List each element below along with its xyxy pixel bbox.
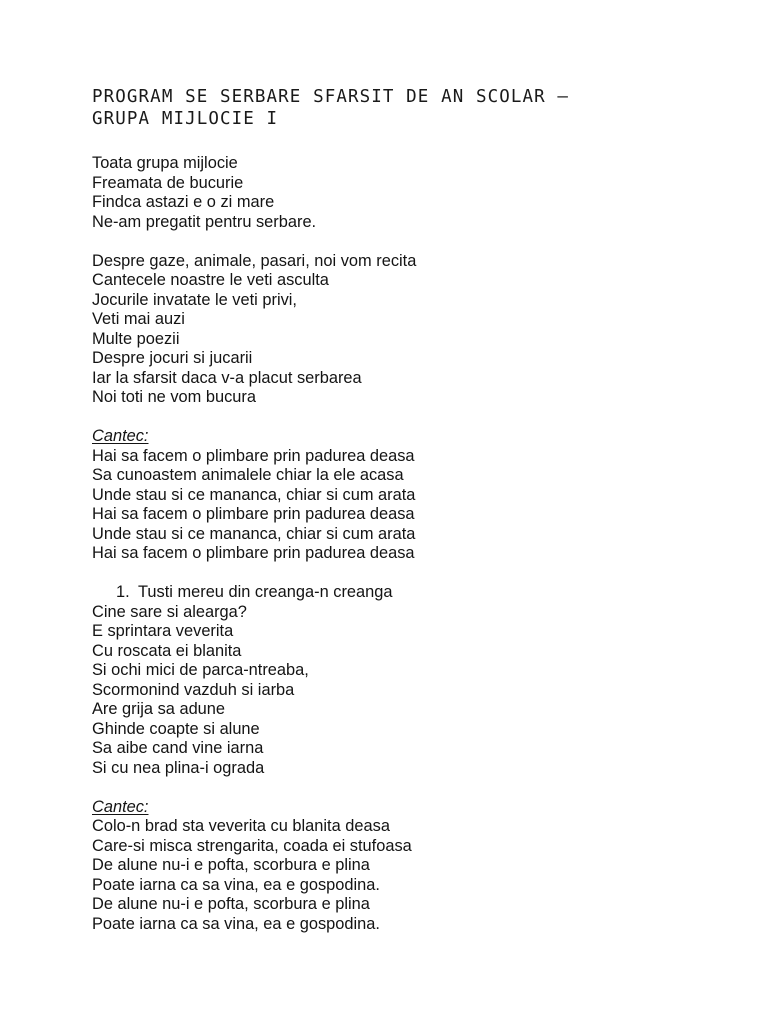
song-2-line: Poate iarna ca sa vina, ea e gospodina. (92, 914, 380, 933)
song-1-label: Cantec: (92, 427, 149, 445)
poem-1-first-line: Tusti mereu din creanga-n creanga (138, 583, 393, 601)
intro-line: Freamata de bucurie (92, 173, 244, 192)
song-1-line: Hai sa facem o plimbare prin padurea deasa (92, 505, 415, 523)
poem-1-line: Are grija sa adune (92, 700, 226, 718)
song-2-label: Cantec: (92, 797, 149, 816)
poem-1-number: 1. (116, 583, 130, 601)
intro-stanza (92, 154, 712, 232)
title-line-2: GRUPA MIJLOCIE I (92, 109, 279, 129)
poem-1-numbered-line (92, 583, 712, 603)
poem-1-line: Ghinde coapte si alune (92, 719, 260, 738)
song-1-line: Hai sa facem o plimbare prin padurea deasa (92, 446, 415, 465)
song-2-line: Poate iarna ca sa vina, ea e gospodina. (92, 875, 380, 894)
song-1-line: Sa cunoastem animalele chiar la ele acasa (92, 466, 404, 484)
program-line: Cantecele noastre le veti asculta (92, 271, 329, 289)
poem-1-line: Scormonind vazduh si iarba (92, 680, 295, 699)
program-line: Multe poezii (92, 329, 180, 348)
poem-1-line: Sa aibe cand vine iarna (92, 739, 264, 757)
program-line: Despre gaze, animale, pasari, noi vom recita (92, 251, 417, 270)
program-line: Veti mai auzi (92, 310, 185, 328)
song-2 (92, 798, 712, 935)
program-line: Despre jocuri si jucarii (92, 349, 253, 367)
poem-1 (92, 583, 712, 778)
poem-1-line: Cine sare si alearga? (92, 602, 247, 621)
program-line: Jocurile invatate le veti privi, (92, 290, 297, 309)
program-line: Iar la sfarsit daca v-a placut serbarea (92, 368, 362, 387)
title-line-1: PROGRAM SE SERBARE SFARSIT DE AN SCOLAR – (92, 87, 570, 107)
song-2-line: Colo-n brad sta veverita cu blanita deasa (92, 817, 390, 835)
document-title (92, 86, 732, 130)
program-line: Noi toti ne vom bucura (92, 388, 256, 406)
song-2-line: De alune nu-i e pofta, scorbura e plina (92, 895, 370, 913)
poem-1-line: E sprintara veverita (92, 622, 234, 640)
poem-1-line: Si ochi mici de parca-ntreaba, (92, 661, 309, 679)
song-1-line: Unde stau si ce mananca, chiar si cum arata (92, 485, 416, 504)
song-1 (92, 427, 712, 564)
song-2-line: Care-si misca strengarita, coada ei stufoasa (92, 836, 412, 855)
intro-line: Ne-am pregatit pentru serbare. (92, 212, 317, 231)
song-1-line: Unde stau si ce mananca, chiar si cum arata (92, 524, 416, 543)
poem-1-line: Si cu nea plina-i ograda (92, 758, 265, 777)
document-body (92, 154, 712, 954)
program-stanza (92, 252, 712, 408)
intro-line: Toata grupa mijlocie (92, 154, 238, 172)
poem-1-line: Cu roscata ei blanita (92, 641, 242, 660)
song-2-line: De alune nu-i e pofta, scorbura e plina (92, 856, 370, 874)
intro-line: Findca astazi e o zi mare (92, 193, 275, 211)
song-1-line: Hai sa facem o plimbare prin padurea deasa (92, 544, 415, 562)
